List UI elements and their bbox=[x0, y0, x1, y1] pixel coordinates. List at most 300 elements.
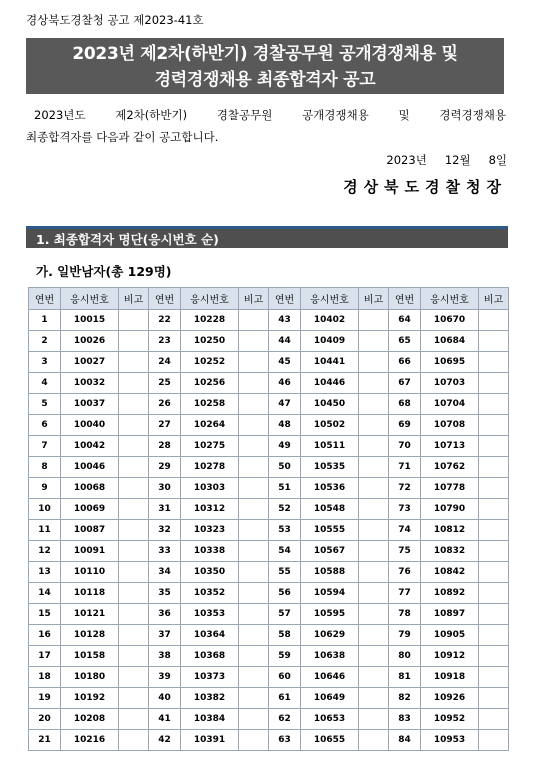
serial-cell: 9 bbox=[29, 478, 61, 499]
table-body bbox=[29, 310, 509, 751]
serial-cell: 21 bbox=[29, 730, 61, 751]
exam-number-cell: 10032 bbox=[61, 373, 119, 394]
serial-cell: 19 bbox=[29, 688, 61, 709]
remarks-cell bbox=[359, 667, 389, 688]
exam-number-cell: 10912 bbox=[421, 646, 479, 667]
serial-cell: 27 bbox=[149, 415, 181, 436]
remarks-cell bbox=[119, 730, 149, 751]
header-remarks: 비고 bbox=[119, 288, 149, 310]
serial-cell: 57 bbox=[269, 604, 301, 625]
remarks-cell bbox=[119, 415, 149, 436]
serial-cell: 20 bbox=[29, 709, 61, 730]
final-passers-table bbox=[28, 287, 509, 751]
remarks-cell bbox=[479, 436, 509, 457]
exam-number-cell: 10368 bbox=[181, 646, 239, 667]
remarks-cell bbox=[119, 562, 149, 583]
remarks-cell bbox=[479, 331, 509, 352]
exam-number-cell: 10087 bbox=[61, 520, 119, 541]
announcement-title-box bbox=[26, 38, 504, 94]
exam-number-cell: 10897 bbox=[421, 604, 479, 625]
serial-cell: 24 bbox=[149, 352, 181, 373]
exam-number-cell: 10695 bbox=[421, 352, 479, 373]
remarks-cell bbox=[359, 520, 389, 541]
remarks-cell bbox=[359, 478, 389, 499]
remarks-cell bbox=[119, 604, 149, 625]
exam-number-cell: 10409 bbox=[301, 331, 359, 352]
date-month: 12월 bbox=[444, 153, 471, 167]
serial-cell: 65 bbox=[389, 331, 421, 352]
serial-cell: 26 bbox=[149, 394, 181, 415]
remarks-cell bbox=[359, 541, 389, 562]
serial-cell: 50 bbox=[269, 457, 301, 478]
remarks-cell bbox=[479, 373, 509, 394]
exam-number-cell: 10364 bbox=[181, 625, 239, 646]
remarks-cell bbox=[359, 394, 389, 415]
title-line-1: 2023년 제2차(하반기) 경찰공무원 공개경쟁채용 및 bbox=[72, 44, 458, 64]
exam-number-cell: 10069 bbox=[61, 499, 119, 520]
exam-number-cell: 10091 bbox=[61, 541, 119, 562]
exam-number-cell: 10208 bbox=[61, 709, 119, 730]
serial-cell: 81 bbox=[389, 667, 421, 688]
exam-number-cell: 10192 bbox=[61, 688, 119, 709]
remarks-cell bbox=[239, 646, 269, 667]
exam-number-cell: 10228 bbox=[181, 310, 239, 331]
table-row bbox=[29, 583, 509, 604]
remarks-cell bbox=[359, 583, 389, 604]
exam-number-cell: 10708 bbox=[421, 415, 479, 436]
serial-cell: 4 bbox=[29, 373, 61, 394]
exam-number-cell: 10040 bbox=[61, 415, 119, 436]
remarks-cell bbox=[479, 394, 509, 415]
intro-line-1 bbox=[26, 104, 506, 126]
remarks-cell bbox=[119, 667, 149, 688]
remarks-cell bbox=[239, 331, 269, 352]
remarks-cell bbox=[239, 667, 269, 688]
remarks-cell bbox=[359, 331, 389, 352]
remarks-cell bbox=[479, 499, 509, 520]
section-title: 1. 최종합격자 명단(응시번호 순) bbox=[26, 226, 508, 248]
table-row bbox=[29, 688, 509, 709]
exam-number-cell: 10026 bbox=[61, 331, 119, 352]
exam-number-cell: 10384 bbox=[181, 709, 239, 730]
remarks-cell bbox=[359, 562, 389, 583]
remarks-cell bbox=[479, 709, 509, 730]
exam-number-cell: 10926 bbox=[421, 688, 479, 709]
serial-cell: 79 bbox=[389, 625, 421, 646]
table-row bbox=[29, 415, 509, 436]
serial-cell: 71 bbox=[389, 457, 421, 478]
exam-number-cell: 10812 bbox=[421, 520, 479, 541]
serial-cell: 59 bbox=[269, 646, 301, 667]
remarks-cell bbox=[239, 499, 269, 520]
remarks-cell bbox=[239, 352, 269, 373]
header-serial: 연번 bbox=[149, 288, 181, 310]
remarks-cell bbox=[479, 457, 509, 478]
remarks-cell bbox=[119, 457, 149, 478]
remarks-cell bbox=[239, 436, 269, 457]
remarks-cell bbox=[359, 499, 389, 520]
serial-cell: 16 bbox=[29, 625, 61, 646]
header-remarks: 비고 bbox=[239, 288, 269, 310]
remarks-cell bbox=[359, 730, 389, 751]
table-row bbox=[29, 541, 509, 562]
intro-line-2: 최종합격자를 다음과 같이 공고합니다. bbox=[26, 130, 219, 144]
remarks-cell bbox=[359, 646, 389, 667]
serial-cell: 1 bbox=[29, 310, 61, 331]
serial-cell: 33 bbox=[149, 541, 181, 562]
remarks-cell bbox=[479, 604, 509, 625]
serial-cell: 43 bbox=[269, 310, 301, 331]
serial-cell: 25 bbox=[149, 373, 181, 394]
exam-number-cell: 10567 bbox=[301, 541, 359, 562]
remarks-cell bbox=[119, 436, 149, 457]
remarks-cell bbox=[239, 373, 269, 394]
date-day: 8일 bbox=[488, 153, 507, 167]
header-remarks: 비고 bbox=[359, 288, 389, 310]
serial-cell: 30 bbox=[149, 478, 181, 499]
serial-cell: 63 bbox=[269, 730, 301, 751]
remarks-cell bbox=[119, 373, 149, 394]
table-row bbox=[29, 625, 509, 646]
exam-number-cell: 10713 bbox=[421, 436, 479, 457]
remarks-cell bbox=[359, 457, 389, 478]
exam-number-cell: 10588 bbox=[301, 562, 359, 583]
exam-number-cell: 10441 bbox=[301, 352, 359, 373]
header-exam-number: 응시번호 bbox=[301, 288, 359, 310]
serial-cell: 13 bbox=[29, 562, 61, 583]
serial-cell: 23 bbox=[149, 331, 181, 352]
serial-cell: 5 bbox=[29, 394, 61, 415]
exam-number-cell: 10373 bbox=[181, 667, 239, 688]
serial-cell: 31 bbox=[149, 499, 181, 520]
exam-number-cell: 10278 bbox=[181, 457, 239, 478]
remarks-cell bbox=[359, 310, 389, 331]
serial-cell: 82 bbox=[389, 688, 421, 709]
serial-cell: 62 bbox=[269, 709, 301, 730]
serial-cell: 3 bbox=[29, 352, 61, 373]
remarks-cell bbox=[119, 583, 149, 604]
exam-number-cell: 10037 bbox=[61, 394, 119, 415]
serial-cell: 49 bbox=[269, 436, 301, 457]
serial-cell: 68 bbox=[389, 394, 421, 415]
exam-number-cell: 10121 bbox=[61, 604, 119, 625]
serial-cell: 35 bbox=[149, 583, 181, 604]
remarks-cell bbox=[239, 541, 269, 562]
serial-cell: 46 bbox=[269, 373, 301, 394]
exam-number-cell: 10703 bbox=[421, 373, 479, 394]
remarks-cell bbox=[119, 688, 149, 709]
exam-number-cell: 10450 bbox=[301, 394, 359, 415]
serial-cell: 11 bbox=[29, 520, 61, 541]
exam-number-cell: 10655 bbox=[301, 730, 359, 751]
exam-number-cell: 10653 bbox=[301, 709, 359, 730]
table-row bbox=[29, 331, 509, 352]
exam-number-cell: 10842 bbox=[421, 562, 479, 583]
remarks-cell bbox=[119, 625, 149, 646]
intro-word: 경력경쟁채용 bbox=[439, 108, 506, 122]
exam-number-cell: 10832 bbox=[421, 541, 479, 562]
serial-cell: 7 bbox=[29, 436, 61, 457]
intro-word: 제2차(하반기) bbox=[115, 108, 188, 122]
exam-number-cell: 10382 bbox=[181, 688, 239, 709]
exam-number-cell: 10790 bbox=[421, 499, 479, 520]
exam-number-cell: 10502 bbox=[301, 415, 359, 436]
exam-number-cell: 10068 bbox=[61, 478, 119, 499]
remarks-cell bbox=[119, 520, 149, 541]
remarks-cell bbox=[479, 583, 509, 604]
serial-cell: 14 bbox=[29, 583, 61, 604]
serial-cell: 61 bbox=[269, 688, 301, 709]
serial-cell: 44 bbox=[269, 331, 301, 352]
serial-cell: 18 bbox=[29, 667, 61, 688]
remarks-cell bbox=[359, 436, 389, 457]
serial-cell: 12 bbox=[29, 541, 61, 562]
serial-cell: 10 bbox=[29, 499, 61, 520]
title-line-2: 경력경쟁채용 최종합격자 공고 bbox=[154, 70, 376, 90]
exam-number-cell: 10323 bbox=[181, 520, 239, 541]
exam-number-cell: 10252 bbox=[181, 352, 239, 373]
exam-number-cell: 10256 bbox=[181, 373, 239, 394]
exam-number-cell: 10704 bbox=[421, 394, 479, 415]
table-header-row bbox=[29, 288, 509, 310]
remarks-cell bbox=[119, 331, 149, 352]
serial-cell: 34 bbox=[149, 562, 181, 583]
serial-cell: 6 bbox=[29, 415, 61, 436]
header-remarks: 비고 bbox=[479, 288, 509, 310]
exam-number-cell: 10778 bbox=[421, 478, 479, 499]
serial-cell: 72 bbox=[389, 478, 421, 499]
exam-number-cell: 10264 bbox=[181, 415, 239, 436]
serial-cell: 37 bbox=[149, 625, 181, 646]
intro-word: 공개경쟁채용 bbox=[302, 108, 369, 122]
exam-number-cell: 10180 bbox=[61, 667, 119, 688]
remarks-cell bbox=[119, 310, 149, 331]
remarks-cell bbox=[239, 394, 269, 415]
serial-cell: 45 bbox=[269, 352, 301, 373]
exam-number-cell: 10402 bbox=[301, 310, 359, 331]
remarks-cell bbox=[119, 478, 149, 499]
remarks-cell bbox=[119, 394, 149, 415]
remarks-cell bbox=[119, 541, 149, 562]
exam-number-cell: 10595 bbox=[301, 604, 359, 625]
exam-number-cell: 10216 bbox=[61, 730, 119, 751]
table-row bbox=[29, 394, 509, 415]
remarks-cell bbox=[359, 373, 389, 394]
remarks-cell bbox=[479, 688, 509, 709]
remarks-cell bbox=[119, 352, 149, 373]
exam-number-cell: 10684 bbox=[421, 331, 479, 352]
exam-number-cell: 10391 bbox=[181, 730, 239, 751]
table-row bbox=[29, 373, 509, 394]
remarks-cell bbox=[239, 457, 269, 478]
notice-number: 경상북도경찰청 공고 제2023-41호 bbox=[26, 13, 204, 27]
exam-number-cell: 10312 bbox=[181, 499, 239, 520]
exam-number-cell: 10918 bbox=[421, 667, 479, 688]
remarks-cell bbox=[239, 730, 269, 751]
serial-cell: 66 bbox=[389, 352, 421, 373]
exam-number-cell: 10905 bbox=[421, 625, 479, 646]
serial-cell: 74 bbox=[389, 520, 421, 541]
serial-cell: 42 bbox=[149, 730, 181, 751]
exam-number-cell: 10638 bbox=[301, 646, 359, 667]
serial-cell: 36 bbox=[149, 604, 181, 625]
serial-cell: 41 bbox=[149, 709, 181, 730]
remarks-cell bbox=[359, 352, 389, 373]
serial-cell: 54 bbox=[269, 541, 301, 562]
remarks-cell bbox=[239, 688, 269, 709]
exam-number-cell: 10594 bbox=[301, 583, 359, 604]
exam-number-cell: 10275 bbox=[181, 436, 239, 457]
table-row bbox=[29, 646, 509, 667]
remarks-cell bbox=[239, 709, 269, 730]
exam-number-cell: 10536 bbox=[301, 478, 359, 499]
remarks-cell bbox=[359, 625, 389, 646]
serial-cell: 64 bbox=[389, 310, 421, 331]
remarks-cell bbox=[479, 667, 509, 688]
issuing-agency: 경상북도경찰청장 bbox=[343, 178, 507, 196]
serial-cell: 29 bbox=[149, 457, 181, 478]
exam-number-cell: 10352 bbox=[181, 583, 239, 604]
header-exam-number: 응시번호 bbox=[421, 288, 479, 310]
exam-number-cell: 10338 bbox=[181, 541, 239, 562]
remarks-cell bbox=[239, 415, 269, 436]
intro-paragraph bbox=[26, 104, 506, 148]
remarks-cell bbox=[479, 646, 509, 667]
remarks-cell bbox=[479, 730, 509, 751]
exam-number-cell: 10118 bbox=[61, 583, 119, 604]
date-year: 2023년 bbox=[386, 153, 427, 167]
serial-cell: 73 bbox=[389, 499, 421, 520]
table-row bbox=[29, 352, 509, 373]
remarks-cell bbox=[479, 562, 509, 583]
header-exam-number: 응시번호 bbox=[181, 288, 239, 310]
remarks-cell bbox=[479, 520, 509, 541]
serial-cell: 40 bbox=[149, 688, 181, 709]
exam-number-cell: 10548 bbox=[301, 499, 359, 520]
remarks-cell bbox=[119, 709, 149, 730]
exam-number-cell: 10952 bbox=[421, 709, 479, 730]
exam-number-cell: 10046 bbox=[61, 457, 119, 478]
serial-cell: 83 bbox=[389, 709, 421, 730]
remarks-cell bbox=[479, 541, 509, 562]
serial-cell: 58 bbox=[269, 625, 301, 646]
intro-word: 및 bbox=[398, 108, 410, 122]
exam-number-cell: 10353 bbox=[181, 604, 239, 625]
remarks-cell bbox=[359, 415, 389, 436]
exam-number-cell: 10535 bbox=[301, 457, 359, 478]
remarks-cell bbox=[239, 562, 269, 583]
table-row bbox=[29, 520, 509, 541]
exam-number-cell: 10629 bbox=[301, 625, 359, 646]
serial-cell: 47 bbox=[269, 394, 301, 415]
serial-cell: 84 bbox=[389, 730, 421, 751]
intro-word: 경찰공무원 bbox=[216, 108, 273, 122]
remarks-cell bbox=[359, 688, 389, 709]
exam-number-cell: 10953 bbox=[421, 730, 479, 751]
header-serial: 연번 bbox=[269, 288, 301, 310]
remarks-cell bbox=[239, 583, 269, 604]
serial-cell: 48 bbox=[269, 415, 301, 436]
serial-cell: 17 bbox=[29, 646, 61, 667]
table-row bbox=[29, 604, 509, 625]
remarks-cell bbox=[359, 604, 389, 625]
remarks-cell bbox=[119, 646, 149, 667]
remarks-cell bbox=[239, 604, 269, 625]
exam-number-cell: 10511 bbox=[301, 436, 359, 457]
serial-cell: 39 bbox=[149, 667, 181, 688]
serial-cell: 22 bbox=[149, 310, 181, 331]
serial-cell: 76 bbox=[389, 562, 421, 583]
exam-number-cell: 10892 bbox=[421, 583, 479, 604]
table-row bbox=[29, 457, 509, 478]
serial-cell: 15 bbox=[29, 604, 61, 625]
table-row bbox=[29, 499, 509, 520]
serial-cell: 55 bbox=[269, 562, 301, 583]
serial-cell: 78 bbox=[389, 604, 421, 625]
serial-cell: 75 bbox=[389, 541, 421, 562]
serial-cell: 8 bbox=[29, 457, 61, 478]
remarks-cell bbox=[479, 310, 509, 331]
remarks-cell bbox=[119, 499, 149, 520]
remarks-cell bbox=[479, 415, 509, 436]
serial-cell: 52 bbox=[269, 499, 301, 520]
remarks-cell bbox=[239, 520, 269, 541]
serial-cell: 32 bbox=[149, 520, 181, 541]
exam-number-cell: 10027 bbox=[61, 352, 119, 373]
exam-number-cell: 10649 bbox=[301, 688, 359, 709]
exam-number-cell: 10646 bbox=[301, 667, 359, 688]
serial-cell: 77 bbox=[389, 583, 421, 604]
serial-cell: 69 bbox=[389, 415, 421, 436]
exam-number-cell: 10258 bbox=[181, 394, 239, 415]
subsection-title: 가. 일반남자(총 129명) bbox=[36, 264, 172, 279]
exam-number-cell: 10158 bbox=[61, 646, 119, 667]
remarks-cell bbox=[239, 625, 269, 646]
intro-word: 2023년도 bbox=[34, 108, 86, 122]
header-serial: 연번 bbox=[29, 288, 61, 310]
exam-number-cell: 10015 bbox=[61, 310, 119, 331]
exam-number-cell: 10350 bbox=[181, 562, 239, 583]
serial-cell: 80 bbox=[389, 646, 421, 667]
serial-cell: 56 bbox=[269, 583, 301, 604]
table-row bbox=[29, 667, 509, 688]
remarks-cell bbox=[479, 625, 509, 646]
exam-number-cell: 10303 bbox=[181, 478, 239, 499]
remarks-cell bbox=[239, 310, 269, 331]
serial-cell: 2 bbox=[29, 331, 61, 352]
exam-number-cell: 10042 bbox=[61, 436, 119, 457]
serial-cell: 70 bbox=[389, 436, 421, 457]
serial-cell: 28 bbox=[149, 436, 181, 457]
exam-number-cell: 10110 bbox=[61, 562, 119, 583]
remarks-cell bbox=[239, 478, 269, 499]
exam-number-cell: 10446 bbox=[301, 373, 359, 394]
remarks-cell bbox=[479, 478, 509, 499]
table-row bbox=[29, 478, 509, 499]
announcement-date bbox=[386, 152, 507, 168]
remarks-cell bbox=[479, 352, 509, 373]
table-row bbox=[29, 310, 509, 331]
exam-number-cell: 10128 bbox=[61, 625, 119, 646]
serial-cell: 51 bbox=[269, 478, 301, 499]
serial-cell: 60 bbox=[269, 667, 301, 688]
header-serial: 연번 bbox=[389, 288, 421, 310]
exam-number-cell: 10762 bbox=[421, 457, 479, 478]
exam-number-cell: 10250 bbox=[181, 331, 239, 352]
serial-cell: 67 bbox=[389, 373, 421, 394]
table-row bbox=[29, 436, 509, 457]
header-exam-number: 응시번호 bbox=[61, 288, 119, 310]
